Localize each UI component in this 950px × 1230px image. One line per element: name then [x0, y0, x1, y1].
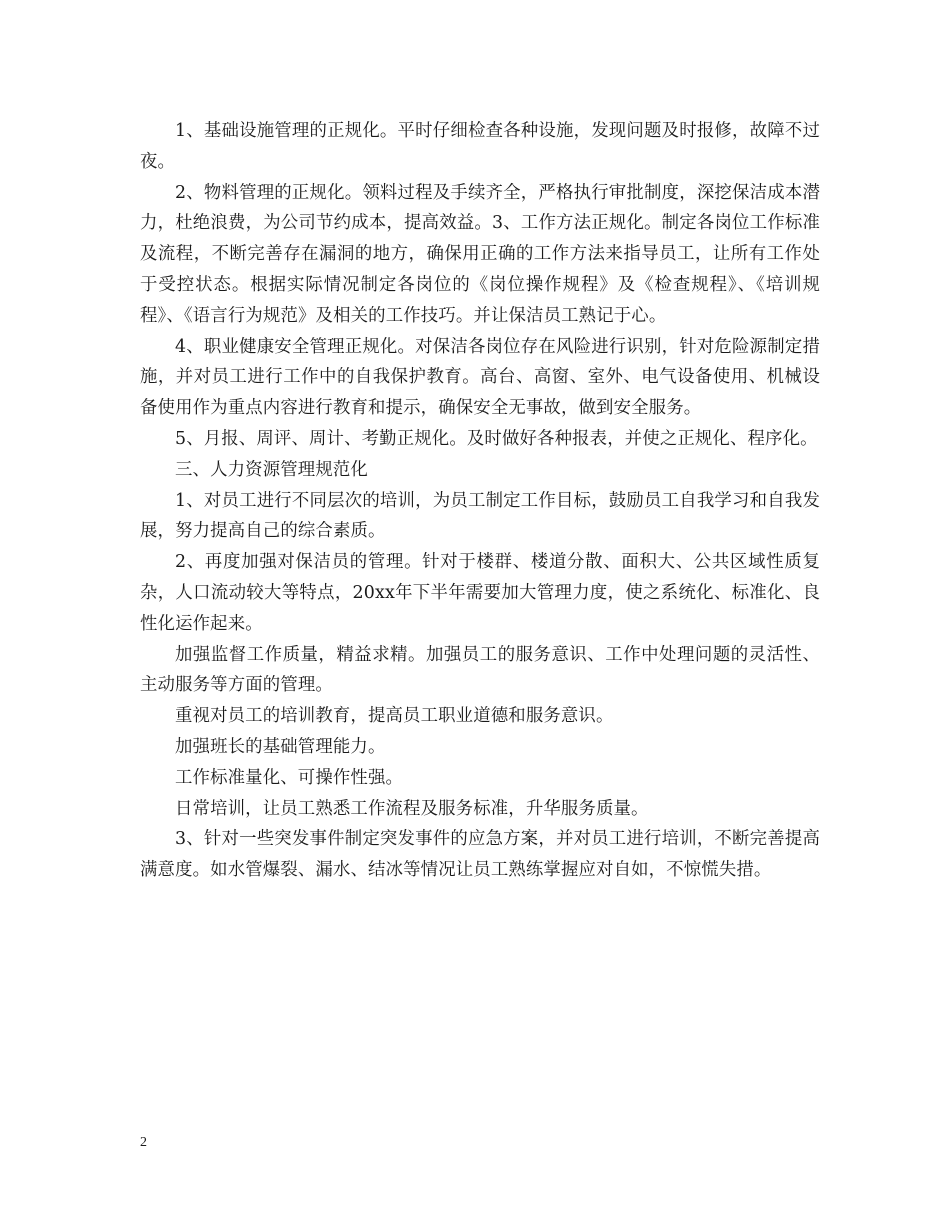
paragraph-materials: 2、物料管理的正规化。领料过程及手续齐全，严格执行审批制度，深挖保洁成本潜力，杜绝浪费，为公司节约成本，提高效益。3、工作方法正规化。制定各岗位工作标准及流程，不断完善存在漏洞的地方，确保用正确的工作方法来指导员工，让所有工作处于受控状态。根据实际情况制定各岗位的《岗位操作规程》及《检查规程》、《培训规程》、《语言行为规范》及相关的工作技巧。并让保洁员工熟记于心。 [140, 182, 820, 326]
paragraph-infrastructure: 1、基础设施管理的正规化。平时仔细检查各种设施，发现问题及时报修，故障不过夜。 [140, 121, 820, 172]
document-body [140, 116, 820, 886]
paragraph-emergency-plan: 3、针对一些突发事件制定突发事件的应急方案，并对员工进行培训，不断完善提高满意度。如水管爆裂、漏水、结冰等情况让员工熟练掌握应对自如，不惊慌失措。 [140, 829, 820, 881]
paragraph-team-leader: 加强班长的基础管理能力。 [175, 736, 386, 757]
paragraph-reports: 5、月报、周评、周计、考勤正规化。及时做好各种报表，并使之正规化、程序化。 [175, 428, 818, 449]
paragraph-staff-education: 重视对员工的培训教育，提高员工职业道德和服务意识。 [175, 706, 614, 727]
page-number: 2 [140, 1135, 147, 1150]
paragraph-training: 1、对员工进行不同层次的培训，为员工制定工作目标，鼓励员工自我学习和自我发展，努力提高自己的综合素质。 [140, 490, 820, 542]
paragraph-occupational-safety: 4、职业健康安全管理正规化。对保洁各岗位存在风险进行识别，针对危险源制定措施，并对员工进行工作中的自我保护教育。高台、高窗、室外、电气设备使用、机械设备使用作为重点内容进行教育和提示，确保安全无事故，做到安全服务。 [140, 336, 820, 419]
paragraph-daily-training: 日常培训，让员工熟悉工作流程及服务标准，升华服务质量。 [175, 798, 649, 819]
paragraph-cleaner-management: 2、再度加强对保洁员的管理。针对于楼群、楼道分散、面积大、公共区域性质复杂，人口流动较大等特点，20xx年下半年需要加大管理力度，使之系统化、标准化、良性化运作起来。 [140, 552, 820, 634]
paragraph-quality-supervision: 加强监督工作质量，精益求精。加强员工的服务意识、工作中处理问题的灵活性、主动服务等方面的管理。 [140, 644, 820, 696]
paragraph-standardization: 工作标准量化、可操作性强。 [175, 767, 404, 788]
section-heading-hr: 三、人力资源管理规范化 [175, 459, 368, 480]
